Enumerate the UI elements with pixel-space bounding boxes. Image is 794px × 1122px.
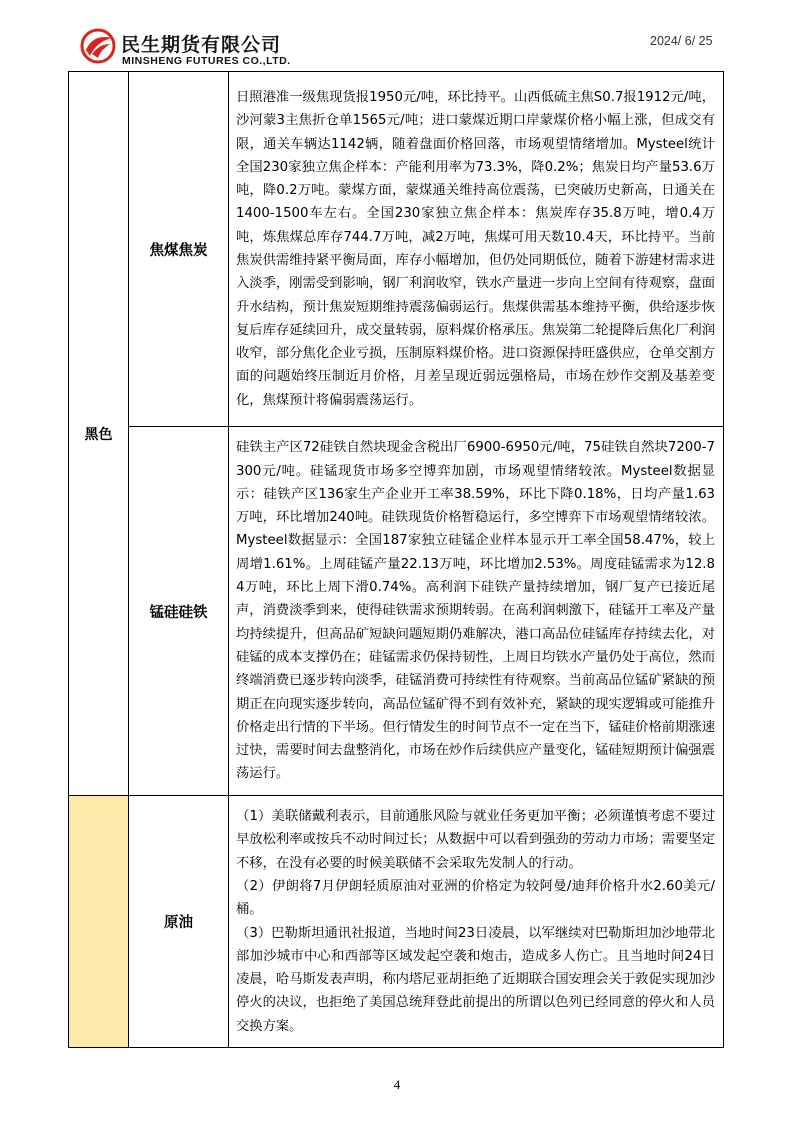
content-paragraph: （1）美联储戴利表示，目前通胀风险与就业任务更加平衡；必须谨慎考虑不要过早放松利率或按兵不动时间过长；从数据中可以看到强劲的劳动力市场；需要坚定不移，在没有必要的时候美联储不会采取先发制人的行动。: [236, 809, 715, 871]
content-cell: [229, 427, 724, 796]
category-cell: [69, 72, 129, 796]
subcategory-cell: [129, 427, 229, 796]
table-row: [69, 72, 724, 427]
report-date: 2024/ 6/ 25: [650, 34, 713, 48]
content-paragraph: 日照港准一级焦现货报1950元/吨，环比持平。山西低硫主焦S0.7报1912元/吨，沙河蒙3主焦折仓单1565元/吨；进口蒙煤近期口岸蒙煤价格小幅上涨，但成交有限，通关车辆达1142辆，随着盘面价格回落，市场观望情绪增加。Mysteel统计全国230家独立焦企样本：产能利用率为73.3%，降0.2%；焦炭日均产量53.6万吨，降0.2万吨。蒙煤方面，蒙煤通关维持高位震荡，已突破历史新高，日通关在1400-1500车左右。全国230家独立焦企样本：焦炭库存35.8万吨，增0.4万吨，炼焦煤总库存744.7万吨，减2万吨，焦煤可用天数10.4天，环比持平。当前焦炭供需维持紧平衡局面，库存小幅增加，但仍处同期低位，随着下游建材需求进入淡季，刚需受到影响，钢厂利润收窄，铁水产量进一步向上空间有待观察，盘面升水结构，预计焦炭短期维持震荡偏弱运行。焦煤供需基本维持平衡，供给逐步恢复后库存延续回升，成交量转弱，原料煤价格承压。焦炭第二轮提降后焦化厂利润收窄，部分焦化企业亏损，压制原料煤价格。进口资源保持旺盛供应，仓单交割方面的问题始终压制近月价格，月差呈现近弱远强格局，市场在炒作交割及基差变化，焦煤预计将偏弱震荡运行。: [236, 89, 715, 408]
category-label: 黑色: [84, 426, 113, 443]
content-paragraph: （2）伊朗将7月伊朗轻质原油对亚洲的价格定为较阿曼/迪拜价格升水2.60美元/桶。: [236, 878, 715, 918]
minsheng-logo-icon: [80, 28, 116, 64]
table-row: [69, 796, 724, 1048]
content-paragraph: （3）巴勒斯坦通讯社报道，当地时间23日凌晨，以军继续对巴勒斯坦加沙地带北部加沙城市中心和西部等区域发起空袭和炮击，造成多人伤亡。且当地时间24日凌晨，哈马斯发表声明，称内塔尼亚胡拒绝了近期联合国安理会关于敦促实现加沙停火的决议，也拒绝了美国总统拜登此前提出的所谓以色列已经同意的停火和人员交换方案。: [236, 925, 715, 1034]
subcategory-label: 原油: [164, 915, 193, 931]
content-paragraph: 硅铁主产区72硅铁自然块现金含税出厂6900-6950元/吨，75硅铁自然块7200-7300元/吨。硅锰现货市场多空博弈加剧，市场观望情绪较浓。Mysteel数据显示：硅铁产区136家生产企业开工率38.59%，环比下降0.18%，日均产量1.63万吨，环比增加240吨。硅铁现货价格暂稳运行，多空博弈下市场观望情绪较浓。Mysteel数据显示：全国187家独立硅锰企业样本显示开工率全国58.47%，较上周增1.61%。上周硅锰产量22.13万吨，环比增加2.53%。周度硅锰需求为12.84万吨，环比上周下滑0.74%。高利润下硅铁产量持续增加，钢厂复产已接近尾声，消费淡季到来，使得硅铁需求预期转弱。在高利润刺激下，硅锰开工率及产量均持续提升，但高品矿短缺问题短期仍难解决，港口高品位硅锰库存持续去化，对硅锰的成本支撑仍在；硅锰需求仍保持韧性，上周日均铁水产量仍处于高位，然而终端消费已逐步转向淡季，硅锰消费可持续性有待观察。当前高品位锰矿紧缺的预期正在向现实逐步转向，高品位锰矿得不到有效补充，紧缺的现实逻辑或可能推升价格走出行情的下半场。但行情发生的时间节点不一定在当下，锰硅价格前期涨速过快，需要时间去盘整消化，市场在炒作后续供应产量变化，锰硅短期预计偏强震荡运行。: [236, 440, 715, 782]
page-number: 4: [393, 1077, 401, 1092]
subcategory-label: 锰硅硅铁: [149, 604, 208, 621]
page-header: [0, 0, 794, 70]
table-row: [69, 427, 724, 796]
company-name-en: MINSHENG FUTURES CO.,LTD.: [122, 55, 291, 67]
company-name-cn: 民生期货有限公司: [121, 34, 282, 56]
content-cell: [229, 72, 724, 427]
subcategory-cell: [129, 72, 229, 427]
subcategory-cell: [129, 796, 229, 1048]
category-cell: [69, 796, 129, 1048]
subcategory-label: 焦煤焦炭: [149, 242, 208, 259]
commodity-table: [68, 71, 724, 1048]
content-cell: [229, 796, 724, 1048]
